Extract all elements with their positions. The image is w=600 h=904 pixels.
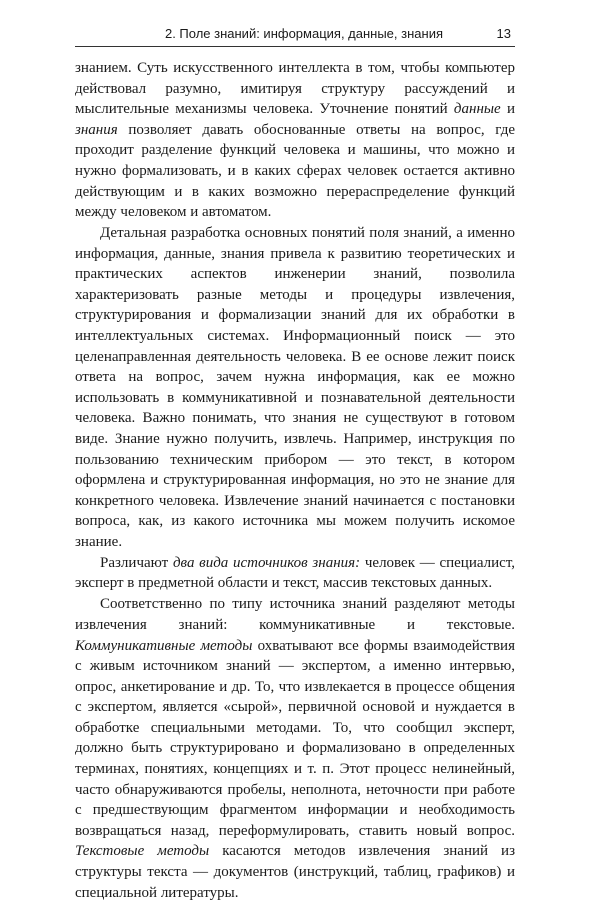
text-run: охватывают все формы взаимодействия с живым источником знаний — экспертом, а именно интервью, опрос, анкетирование и др. То, что извлекается в процессе общения с экспертом, является «сырой», первичной основой и нуждается в обработке специальными методами. То, что сообщил эксперт, должно быть структурировано и формализовано в определенных терминах, понятиях, концепциях и т. п. Этот процесс нелинейный, часто обнаруживаются пробелы, неполнота, неточности при работе с предшествующим фрагментом информации и необходимость возвращаться назад, переформулировать, ставить новый вопрос. <box>75 637 515 839</box>
paragraph-4 <box>75 594 515 903</box>
text-run-italic: два вида источников знания: <box>172 554 361 571</box>
running-title: 2. Поле знаний: информация, данные, знания <box>164 26 443 41</box>
text-run: Детальная разработка основных понятий поля знаний, а именно информация, данные, знания привела к развитию теоретических и практических аспектов инженерии знаний, позволила характеризовать разные методы и процедуры извлечения, структурирования и формализации знаний для их обработки в интеллектуальных системах. Информационный поиск — это целенаправленная деятельность человека. В ее основе лежит поиск ответа на вопрос, зачем нужна информация, как ее можно использовать в коммуникативной и познавательной деятельности человека. Важно понимать, что знания не существуют в готовом виде. Знание нужно получить, извлечь. Например, инструкция по пользованию техническим прибором — это текст, в котором оформлена и структурированная информация, но это не знание для конкретного человека. Извлечение знаний начинается с постановки вопроса, как, из какого источника мы можем получить искомое знание. <box>75 225 515 550</box>
paragraph-3 <box>75 553 515 594</box>
text-run: касаются методов извлечения знаний из структуры текста — документов (инструкций, таблиц, графиков) и специальной литературы. <box>75 843 516 901</box>
text-run: Различают <box>100 554 173 571</box>
page-number: 13 <box>496 26 511 41</box>
text-run-italic: Текстовые методы <box>75 843 210 860</box>
text-run: человек — специалист, эксперт в предметной области и текст, массив текстовых данных. <box>75 554 515 592</box>
text-run: знанием. Суть искусственного интеллекта в том, чтобы компьютер действовал разумно, имитируя структуру рассуждений и мыслительные механизмы человека. Уточнение понятий <box>75 60 515 118</box>
text-run-italic: данные <box>453 101 501 118</box>
text-run: Соответственно по типу источника знаний разделяют методы извлечения знаний: коммуникативные и текстовые. <box>75 596 515 633</box>
text-run-italic: знания <box>75 121 118 138</box>
text-run: и <box>500 101 515 118</box>
paragraph-2 <box>75 223 515 553</box>
running-header <box>75 22 515 47</box>
body-text <box>75 58 515 904</box>
text-run-italic: Коммуникативные методы <box>75 637 253 654</box>
text-run: позволяет давать обоснованные ответы на вопрос, где проходит разделение функций человека и машины, что можно и нужно формализовать, и в каких сферах человек остается активно действующим и в каких возможно перераспределение функций между человеком и автоматом. <box>75 121 515 221</box>
paragraph-1 <box>75 58 515 223</box>
